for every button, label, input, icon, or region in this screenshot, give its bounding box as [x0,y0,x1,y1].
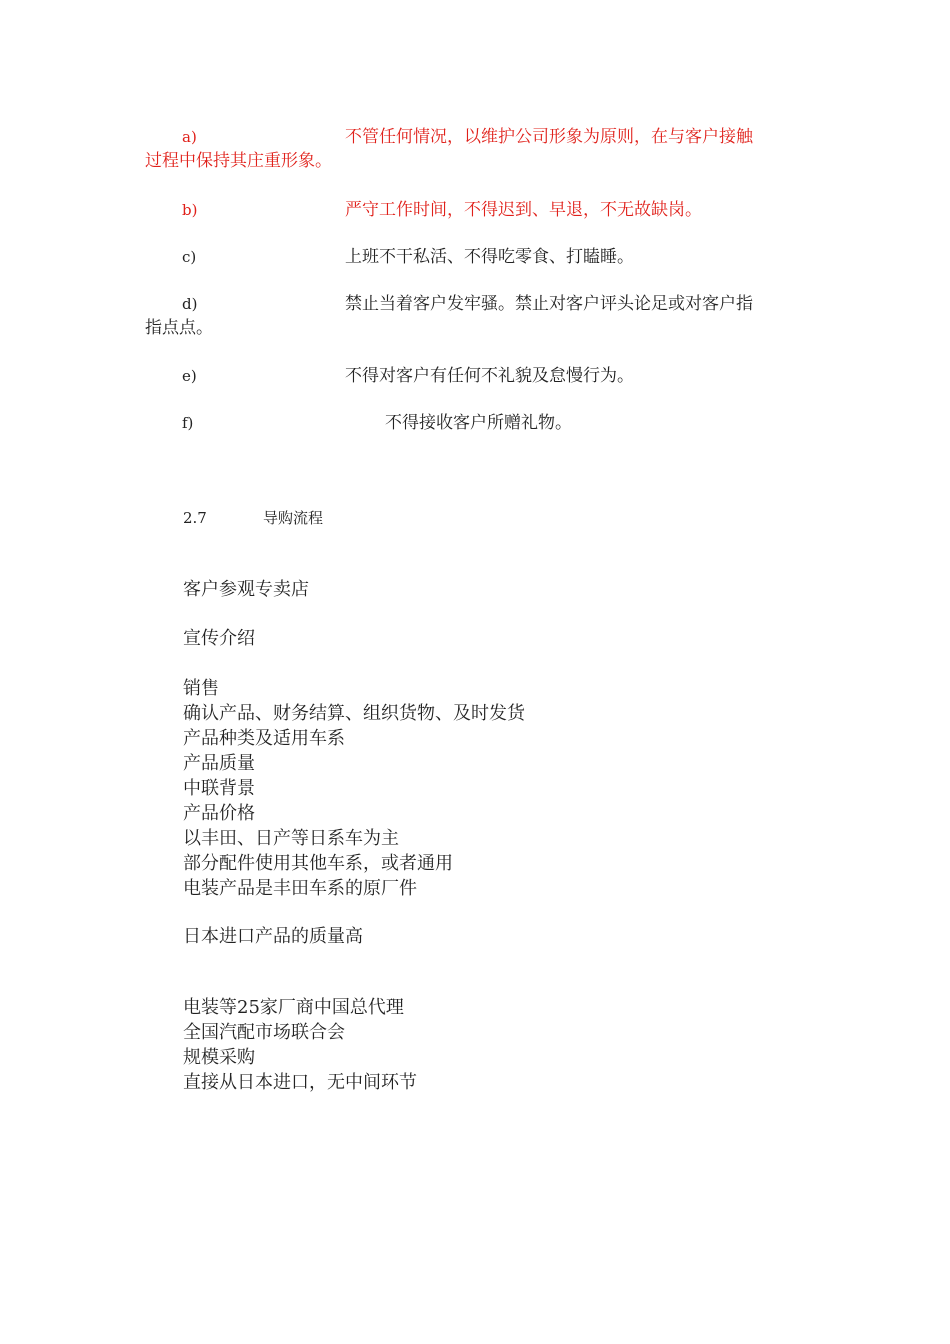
flow-line: 销售 [183,678,219,699]
flow-line: 产品种类及适用车系 [183,728,345,749]
flow-line: 中联背景 [183,778,255,799]
rule-item-e [145,364,810,388]
rule-marker: a) [182,128,197,146]
rule-item-f [145,411,810,435]
rule-marker: e) [182,367,197,385]
flow-line: 全国汽配市场联合会 [183,1022,345,1043]
flow-line: 部分配件使用其他车系，或者通用 [183,853,453,874]
rule-marker: d) [182,295,198,313]
section-title: 导购流程 [263,509,324,527]
flow-line: 直接从日本进口，无中间环节 [183,1072,417,1093]
flow-line: 规模采购 [183,1047,255,1068]
flow-line: 确认产品、财务结算、组织货物、及时发货 [183,703,525,724]
rule-item-b [145,198,810,222]
flow-line: 以丰田、日产等日系车为主 [183,828,399,849]
rule-text: 不得对客户有任何不礼貌及怠慢行为。 [345,366,634,386]
rule-item-d [145,292,810,340]
section-number: 2.7 [183,509,207,527]
rule-text: 不管任何情况，以维护公司形象为原则，在与客户接触 [345,127,753,147]
rule-marker: c) [182,248,197,266]
section-heading [183,507,323,529]
rule-text-continuation: 指点点。 [145,318,213,338]
rule-text: 严守工作时间，不得迟到、早退，不无故缺岗。 [345,200,702,220]
rule-text: 禁止当着客户发牢骚。禁止对客户评头论足或对客户指 [345,294,753,314]
rule-text-continuation: 过程中保持其庄重形象。 [145,151,332,171]
flow-line: 日本进口产品的质量高 [183,926,363,947]
rule-marker: f) [182,414,194,432]
flow-line: 电装等25家厂商中国总代理 [183,997,404,1018]
flow-line: 电装产品是丰田车系的原厂件 [183,878,417,899]
rule-item-a [145,125,810,173]
rule-marker: b) [182,201,198,219]
rule-text: 不得接收客户所赠礼物。 [385,413,572,433]
flow-line: 产品价格 [183,803,255,824]
rule-item-c [145,245,810,269]
flow-line: 产品质量 [183,753,255,774]
flow-line: 宣传介绍 [183,628,255,649]
rule-text: 上班不干私活、不得吃零食、打瞌睡。 [345,247,634,267]
flow-line: 客户参观专卖店 [183,579,309,600]
